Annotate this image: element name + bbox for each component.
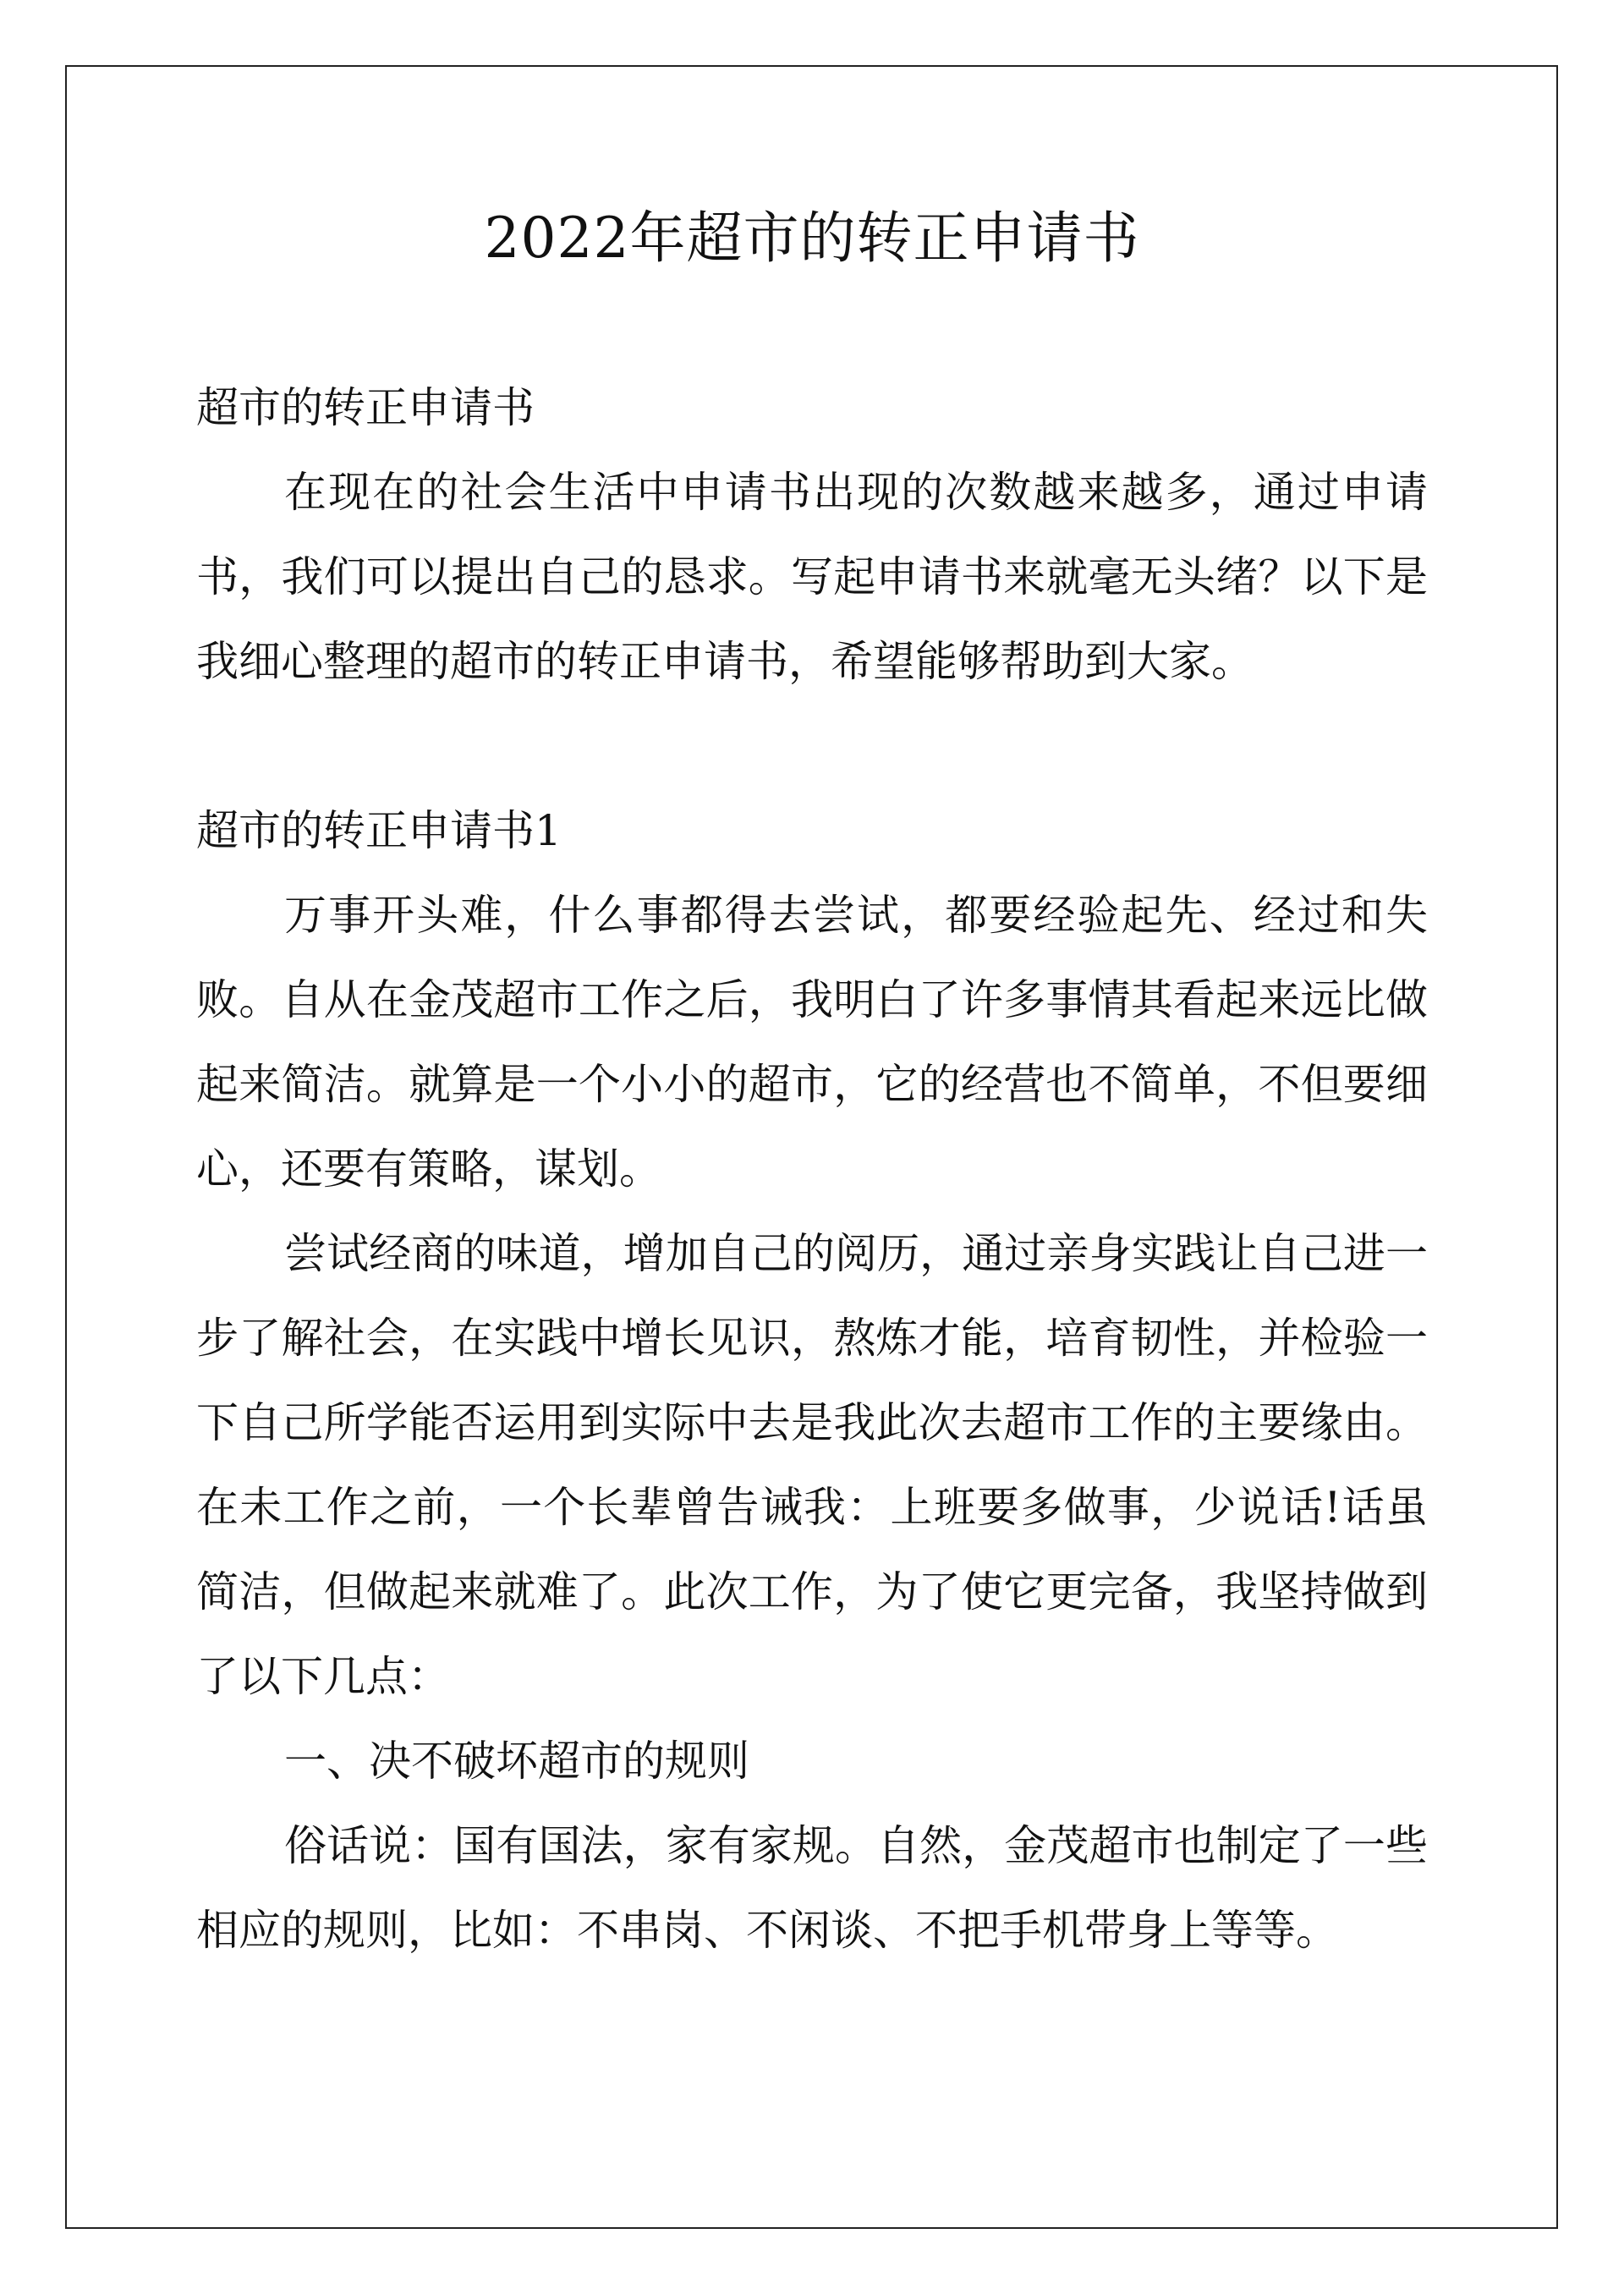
paragraph-3: 俗话说：国有国法，家有家规。自然，金茂超市也制定了一些相应的规则，比如：不串岗、不闲谈、不把手机带身上等等。 (196, 1821, 1428, 1955)
paragraph-1: 万事开头难，什么事都得去尝试，都要经验起先、经过和失败。自从在金茂超市工作之后，我明白了许多事情其看起来远比做起来简洁。就算是一个小小的超市，它的经营也不简单，不但要细心，还要有策略，谋划。 (196, 891, 1428, 1194)
paragraph-2: 尝试经商的味道，增加自己的阅历，通过亲身实践让自己进一步了解社会，在实践中增长见识，熬炼才能，培育韧性，并检验一下自己所学能否运用到实际中去是我此次去超市工作的主要缘由。在未工作之前，一个长辈曾告诫我：上班要多做事，少说话!话虽简洁，但做起来就难了。此次工作，为了使它更完备，我坚持做到了以下几点： (196, 1229, 1428, 1701)
section-heading: 超市的转正申请书1 (196, 806, 562, 855)
intro-paragraph: 在现在的社会生活中申请书出现的次数越来越多，通过申请书，我们可以提出自己的恳求。写起申请书来就毫无头绪？以下是我细心整理的超市的转正申请书，希望能够帮助到大家。 (196, 468, 1428, 686)
intro-heading: 超市的转正申请书 (196, 383, 535, 432)
document-title: 2022年超市的转正申请书 (484, 206, 1140, 271)
subheading-rule-1: 一、决不破坏超市的规则 (284, 1737, 749, 1786)
